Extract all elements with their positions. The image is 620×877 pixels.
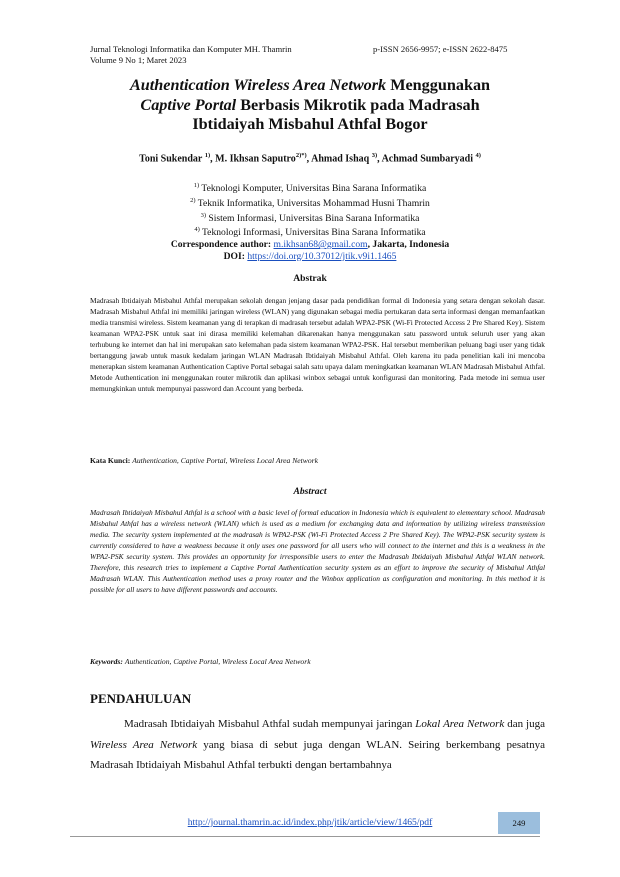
author-sup: 4) — [475, 152, 481, 159]
doi-line — [60, 251, 560, 263]
paper-title — [70, 76, 550, 135]
correspondence-location: , Jakarta, Indonesia — [367, 239, 450, 251]
running-header — [90, 44, 545, 66]
author-sup: 3) — [371, 152, 378, 159]
volume-info: Volume 9 No 1; Maret 2023 — [90, 55, 187, 65]
author-sup: 2)*) — [295, 152, 307, 159]
author-name: Achmad Sumbaryadi — [381, 153, 473, 165]
author-sup: 1) — [204, 152, 211, 159]
doi-link[interactable]: https://doi.org/10.37012/jtik.v9i1.1465 — [247, 250, 397, 262]
title-text-4: Berbasis Mikrotik pada Madrasah — [236, 95, 480, 114]
email-link[interactable]: m.ikhsan68@gmail.com — [273, 239, 368, 251]
kata-kunci — [90, 456, 545, 465]
kata-kunci-values: Authentication, Captive Portal, Wireless Local Area Network — [132, 456, 318, 465]
keywords — [90, 657, 545, 666]
article-link[interactable]: http://journal.thamrin.ac.id/index.php/jtik/article/view/1465/pdf — [187, 817, 433, 828]
correspondence-label: Correspondence author: — [170, 239, 274, 251]
footer-divider — [70, 836, 540, 837]
affiliation-item: $^{4)}$ Teknologi Informasi, Universitas Bina Sarana Informatika — [194, 226, 426, 239]
author-name: Ahmad Ishaq — [311, 153, 370, 165]
abstract-heading: Abstract — [293, 486, 327, 497]
title-text-2: Menggunakan — [386, 76, 491, 94]
doi-label: DOI: — [223, 250, 248, 262]
page-number: 249 — [498, 812, 540, 834]
abstrak-heading: Abstrak — [293, 273, 327, 284]
abstract-text: Madrasah Ibtidaiyah Misbahul Athfal is a school with a basic level of formal education in Indonesia which is equivalent to elementary school. Madrasah Misbahul Athfal has a wireless network (WLAN) which is used as a medium for exchanging data and information by utilizing wireless transmission media. The security system implemented at the madrasah is WPA2-PSK (Wi-Fi Protected Access 2 Pre Shared Key). The WPA2-PSK security system is currently considered to have a weakness because it only uses one password for all users who will connect to the internet and this is a weakness in the WPA2-PSK security system. This provides an opportunity for irresponsible users to enter the Madrasah Ibtidaiyah Misbahul Athfal WLAN network. Therefore, this research tries to implement a Captive Portal Authentication security system as an effort to improve the security of Misbahul Athfal Madrasah WLAN. This Authentication method uses a proxy router and the Winbox application as configuration and monitoring. In this method it is possible for all users to have different passwords and accounts. — [90, 508, 545, 594]
correspondence-line — [60, 239, 560, 251]
affiliation-item: $^{2)}$ Teknik Informatika, Universitas Mohammad Husni Thamrin — [190, 196, 430, 209]
title-italic-3: Captive Portal — [140, 95, 237, 114]
journal-name: Jurnal Teknologi Informatika dan Komputer MH. Thamrin — [90, 44, 292, 54]
issn-info: p-ISSN 2656-9957; e-ISSN 2622-8475 — [373, 44, 508, 54]
affiliation-item: $^{3)}$ Sistem Informasi, Universitas Bina Sarana Informatika — [200, 211, 420, 224]
abstrak-text: Madrasah Ibtidaiyah Misbahul Athfal merupakan sekolah dengan jenjang dasar pada pendidikan formal di Indonesia yang setara dengan sekolah dasar. Madrasah Misbahul Athfal ini memiliki jaringan wireless (WLAN) yang digunakan sebagai media pertukaran data serta informasi dengan memanfaatkan media transmisi wireless. Sistem keamanan yang di terapkan di madrasah tersebut adalah WPA2-PSK (Wi-Fi Protected Access 2 Pre Shared Key). Sistem keamanan WPA2-PSK untuk saat ini dirasa memiliki kelemahan dikarenakan hanya menggunakan satu password untuk seluruh user yang akan terhubung ke internet dan hal ini merupakan sato kelemahan pada sistem keamanan WPA2-PSK. Hal tersebut memberikan peluang bagi user yang tidak bertanggung jawab untuk masuk kedalam jaringan WLAN Madrasah Ibtidaiyah Misbahul Athfal. Oleh karena itu pada penelitian kali ini mencoba menerapkan sistem keamanan Authentication Captive Portal sebagai salah satu upaya dalam meningkatkan keamanan WLAN Madrasah Misbahul Athfal. Metode Authentication ini menggunakan router mikrotik dan aplikasi winbox sebagai untuk konfigurasi dan monitoring. Pada metode ini semua user memungkinkan untuk mempunyai password dan Account yang berbeda. — [90, 296, 545, 393]
author-name: Toni Sukendar — [139, 153, 203, 165]
keywords-label: Keywords: — [90, 657, 125, 666]
kata-kunci-label: Kata Kunci: — [90, 456, 133, 465]
author-list: Toni Sukendar $^{1)}$, M. Ikhsan Saputro$^{2)*)}$, Ahmad Ishaq $^{3)}$, Achmad Sumbaryadi $^{4)}$ — [139, 152, 481, 165]
affiliations — [60, 180, 560, 262]
title-text-5: Ibtidaiyah Misbahul Athfal Bogor — [192, 115, 428, 133]
affiliation-item: $^{1)}$ Teknologi Komputer, Universitas Bina Sarana Informatika — [193, 182, 427, 195]
section-body: Madrasah Ibtidaiyah Misbahul Athfal sudah mempunyai jaringan Lokal Area Network dan juga Wireless Area Network yang biasa di sebut juga dengan WLAN. Seiring berkembang pesatnya Madrasah Ibtidaiyah Misbahul Athfal terbukti dengan bertambahnya — [90, 718, 545, 771]
author-name: M. Ikhsan Saputro — [215, 153, 296, 165]
section-heading: PENDAHULUAN — [90, 691, 192, 706]
keywords-values: Authentication, Captive Portal, Wireless Local Area Network — [124, 657, 311, 666]
title-italic-1: Authentication Wireless Area Network — [129, 76, 387, 94]
